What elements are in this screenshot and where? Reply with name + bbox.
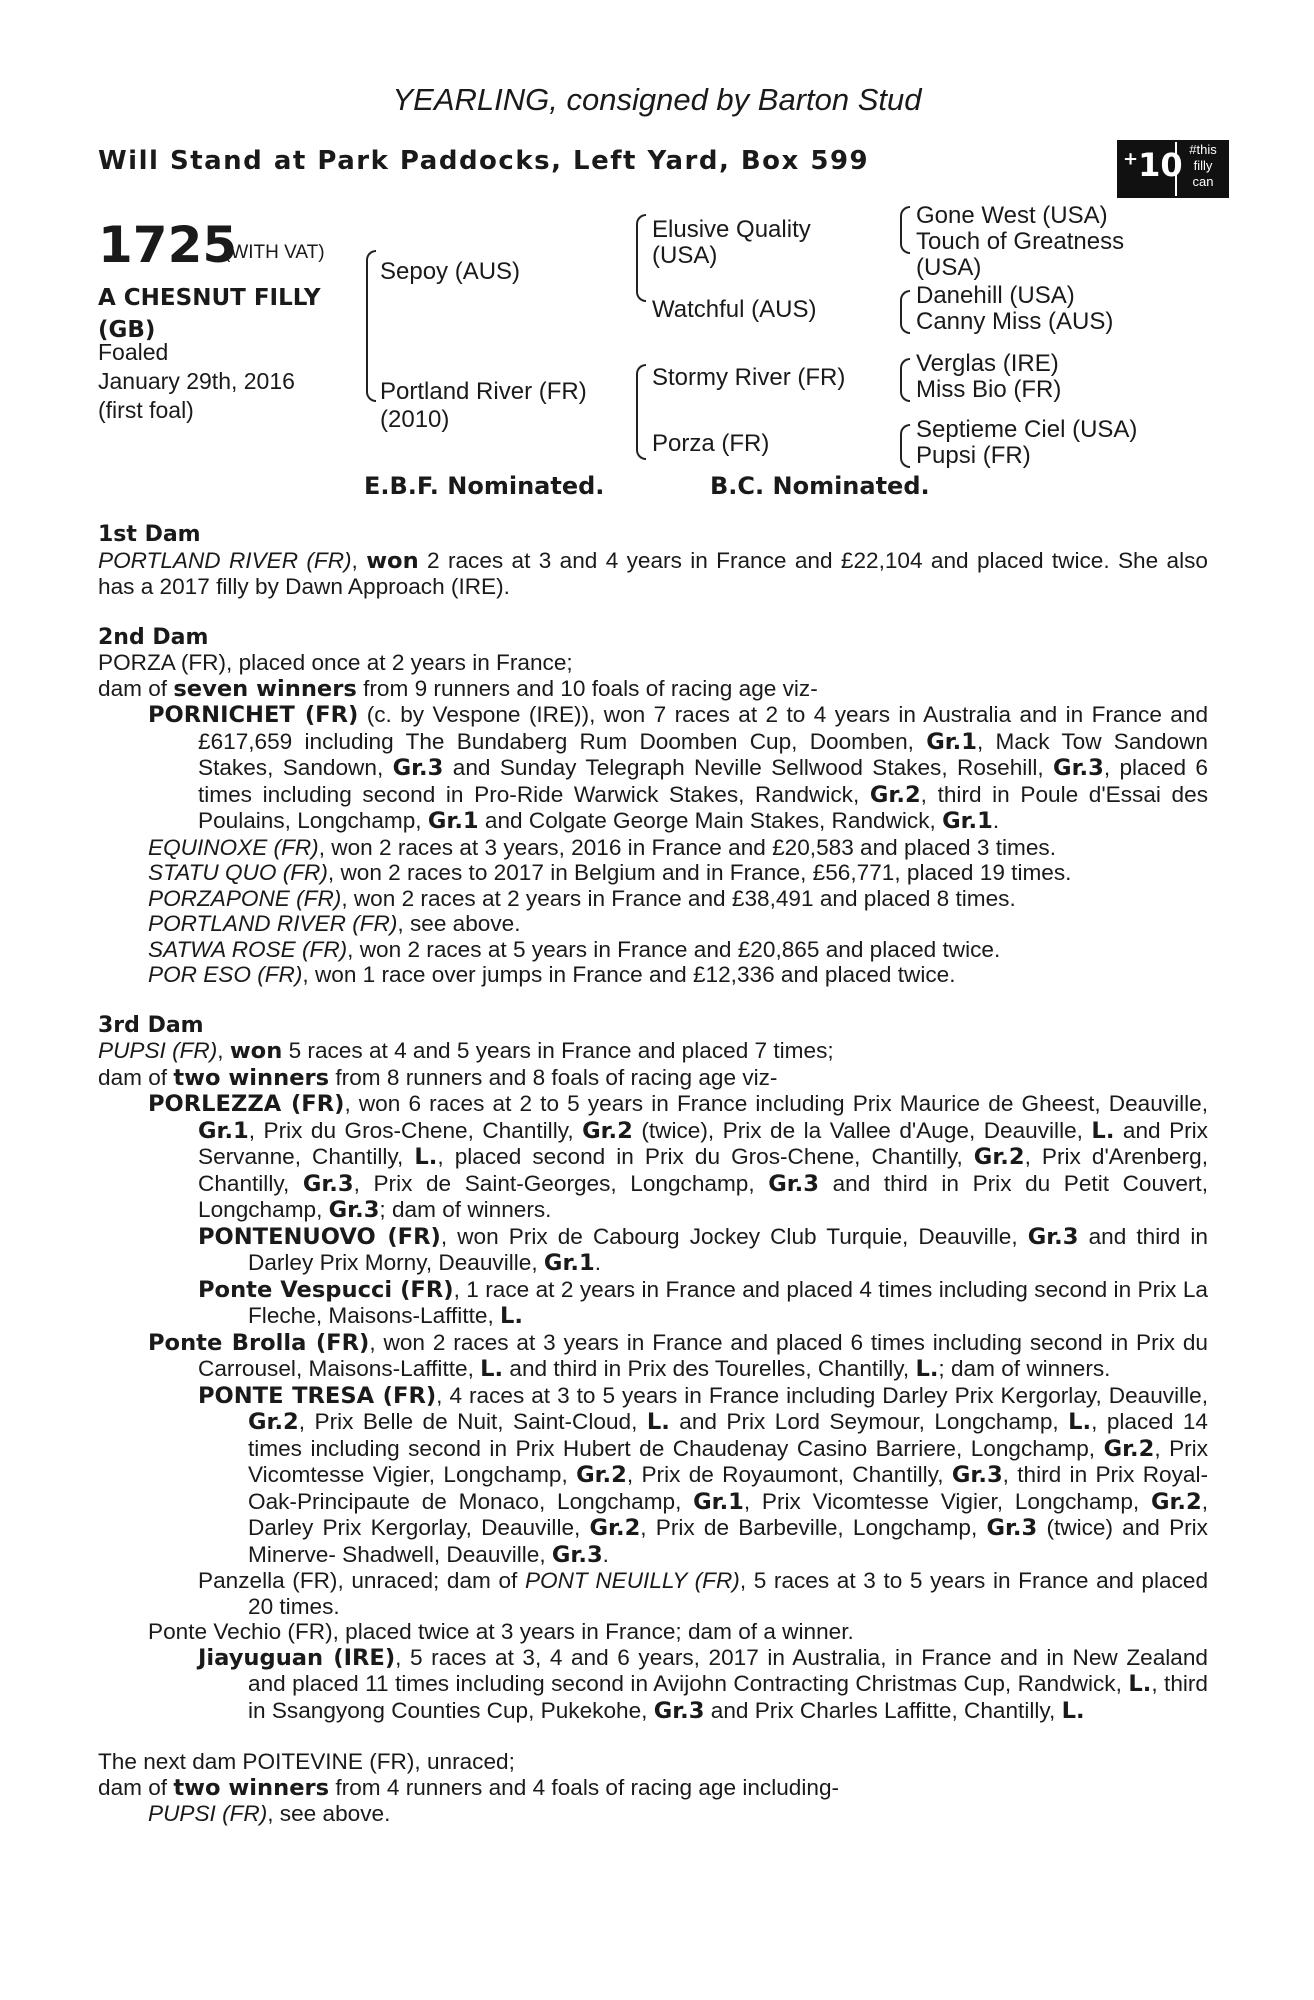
lot-description: A CHESNUT FILLY (GB) [98, 285, 321, 343]
produce-entry: Panzella (FR), unraced; dam of PONT NEUILLY (FR), 5 races at 3 to 5 years in France and placed 20 times. [198, 1568, 1209, 1619]
produce-entry: PONTE TRESA (FR), 4 races at 3 to 5 years in France including Darley Prix Kergorlay, Deauville, Gr.2, Prix Belle de Nuit, Saint-Cloud, L. and Prix Lord Seymour, Longchamp, L., placed 14 times including second in Prix Hubert de Chaudenay Casino Barriere, Longchamp, Gr.2, Prix Vicomtesse Vigier, Longchamp, Gr.2, Prix de Royaumont, Chantilly, Gr.3, third in Prix Royal-Oak-Principaute de Monaco, Longchamp, Gr.1, Prix Vicomtesse Vigier, Longchamp, Gr.2, Darley Prix Kergorlay, Deauville, Gr.2, Prix de Barbeville, Longchamp, Gr.3 (twice) and Prix Minerve- Shadwell, Deauville, Gr.3. [198, 1382, 1209, 1568]
sire-dam: Watchful (AUS) [652, 296, 817, 323]
next-dam-produce-summary: dam of two winners from 4 runners and 4 foals of racing age including- [98, 1774, 840, 1801]
stand-location: Will Stand at Park Paddocks, Left Yard, Box 599 [98, 146, 870, 176]
grandsire-4: Septieme Ciel (USA) [916, 416, 1138, 443]
grandsire-1: Gone West (USA) [916, 202, 1108, 229]
sire: Sepoy (AUS) [380, 258, 521, 285]
produce-entry: Jiayuguan (IRE), 5 races at 3, 4 and 6 years, 2017 in Australia, in France and in New Zealand and placed 11 times including second in Avijohn Contracting Christmas Cup, Randwick, L., third in Ssangyong Counties Cup, Pukekohe, Gr.3 and Prix Charles Laffitte, Chantilly, L. [198, 1644, 1208, 1724]
granddam-1: Touch of Greatness [916, 228, 1125, 255]
second-dam-produce-summary: dam of seven winners from 9 runners and 10 foals of racing age viz- [98, 675, 818, 702]
dam-dam: Porza (FR) [652, 430, 770, 457]
produce-entry: Ponte Vechio (FR), placed twice at 3 years in France; dam of a winner. [148, 1619, 854, 1644]
pedigree-brace [900, 424, 910, 468]
next-dam-line: The next dam POITEVINE (FR), unraced; [98, 1749, 515, 1774]
produce-entry: Ponte Brolla (FR), won 2 races at 3 years in France and placed 6 times including second in Prix du Carrousel, Maisons-Laffitte, L. and third in Prix des Tourelles, Chantilly, L.; dam of winners. [148, 1329, 1208, 1382]
granddam-4: Pupsi (FR) [916, 442, 1031, 469]
bc-nominated: B.C. Nominated. [710, 472, 930, 500]
third-dam-line: PUPSI (FR), won 5 races at 4 and 5 years in France and placed 7 times; [98, 1038, 834, 1064]
produce-entry: Ponte Vespucci (FR), 1 race at 2 years in France and placed 4 times including second in Prix La Fleche, Maisons-Laffitte, L. [198, 1276, 1208, 1329]
granddam-1-country: (USA) [916, 254, 982, 281]
granddam-2: Canny Miss (AUS) [916, 308, 1114, 335]
pedigree-brace [636, 364, 646, 460]
dam-year: (2010) [380, 406, 450, 433]
third-dam-produce-summary: dam of two winners from 8 runners and 8 foals of racing age viz- [98, 1064, 778, 1091]
produce-entry: EQUINOXE (FR), won 2 races at 3 years, 2016 in France and £20,583 and placed 3 times. [148, 834, 1056, 860]
foaled-info: Foaled January 29th, 2016 (first foal) [98, 339, 295, 423]
this-filly-can-badge [1117, 140, 1229, 198]
second-dam-heading: 2nd Dam [98, 624, 209, 650]
vat-note: (WITH VAT) [224, 242, 325, 263]
ebf-nominated: E.B.F. Nominated. [364, 472, 605, 500]
pedigree-brace [366, 250, 376, 402]
produce-entry: SATWA ROSE (FR), won 2 races at 5 years in France and £20,865 and placed twice. [148, 936, 1001, 962]
produce-entry: PORTLAND RIVER (FR), see above. [148, 911, 521, 936]
hashtag-logo: #this filly can [1175, 142, 1229, 196]
third-dam-heading: 3rd Dam [98, 1012, 204, 1038]
pedigree-brace [900, 206, 910, 254]
grandsire-2: Danehill (USA) [916, 282, 1075, 309]
catalogue-body [98, 522, 1208, 1827]
produce-entry: PORZAPONE (FR), won 2 races at 2 years in France and £38,491 and placed 8 times. [148, 885, 1016, 911]
pedigree-brace [900, 290, 910, 334]
produce-entry: PORNICHET (FR) (c. by Vespone (IRE)), won 7 races at 2 to 4 years in Australia and in France and £617,659 including The Bundaberg Rum Doomben Cup, Doomben, Gr.1, Mack Tow Sandown Stakes, Sandown, Gr.3 and Sunday Telegraph Neville Sellwood Stakes, Rosehill, Gr.3, placed 6 times including second in Pro-Ride Warwick Stakes, Randwick, Gr.2, third in Poule d'Essai des Poulains, Longchamp, Gr.1 and Colgate George Main Stakes, Randwick, Gr.1. [148, 702, 1209, 834]
plus-ten-logo: +10 [1123, 146, 1183, 184]
pedigree-brace [636, 214, 646, 302]
produce-entry: STATU QUO (FR), won 2 races to 2017 in Belgium and in France, £56,771, placed 19 times. [148, 860, 1072, 885]
first-dam-heading: 1st Dam [98, 522, 201, 547]
produce-entry: PONTENUOVO (FR), won Prix de Cabourg Jockey Club Turquie, Deauville, Gr.3 and third in Darley Prix Morny, Deauville, Gr.1. [198, 1223, 1208, 1276]
pedigree-brace [900, 358, 910, 402]
produce-entry: PORLEZZA (FR), won 6 races at 2 to 5 years in France including Prix Maurice de Gheest, Deauville, Gr.1, Prix du Gros-Chene, Chantilly, Gr.2 (twice), Prix de la Vallee d'Auge, Deauville, L. and Prix Servanne, Chantilly, L., placed second in Prix du Gros-Chene, Chantilly, Gr.2, Prix d'Arenberg, Chantilly, Gr.3, Prix de Saint-Georges, Longchamp, Gr.3 and third in Prix du Petit Couvert, Longchamp, Gr.3; dam of winners. [148, 1091, 1208, 1223]
granddam-3: Miss Bio (FR) [916, 376, 1062, 403]
produce-entry: POR ESO (FR), won 1 race over jumps in France and £12,336 and placed twice. [148, 962, 956, 987]
consignment-title: YEARLING, consigned by Barton Stud [392, 82, 922, 117]
sire-sire-country: (USA) [652, 242, 718, 269]
dam: Portland River (FR) [380, 378, 587, 405]
produce-entry: PUPSI (FR), see above. [148, 1801, 391, 1826]
dam-sire: Stormy River (FR) [652, 364, 846, 391]
sire-sire: Elusive Quality [652, 216, 811, 243]
grandsire-3: Verglas (IRE) [916, 350, 1059, 377]
first-dam-text: PORTLAND RIVER (FR), won 2 races at 3 and 4 years in France and £22,104 and placed twice. She also has a 2017 filly by Dawn Approach (IRE). [98, 547, 1208, 599]
lot-number: 1725 [98, 216, 238, 274]
second-dam-line: PORZA (FR), placed once at 2 years in France; [98, 650, 573, 675]
